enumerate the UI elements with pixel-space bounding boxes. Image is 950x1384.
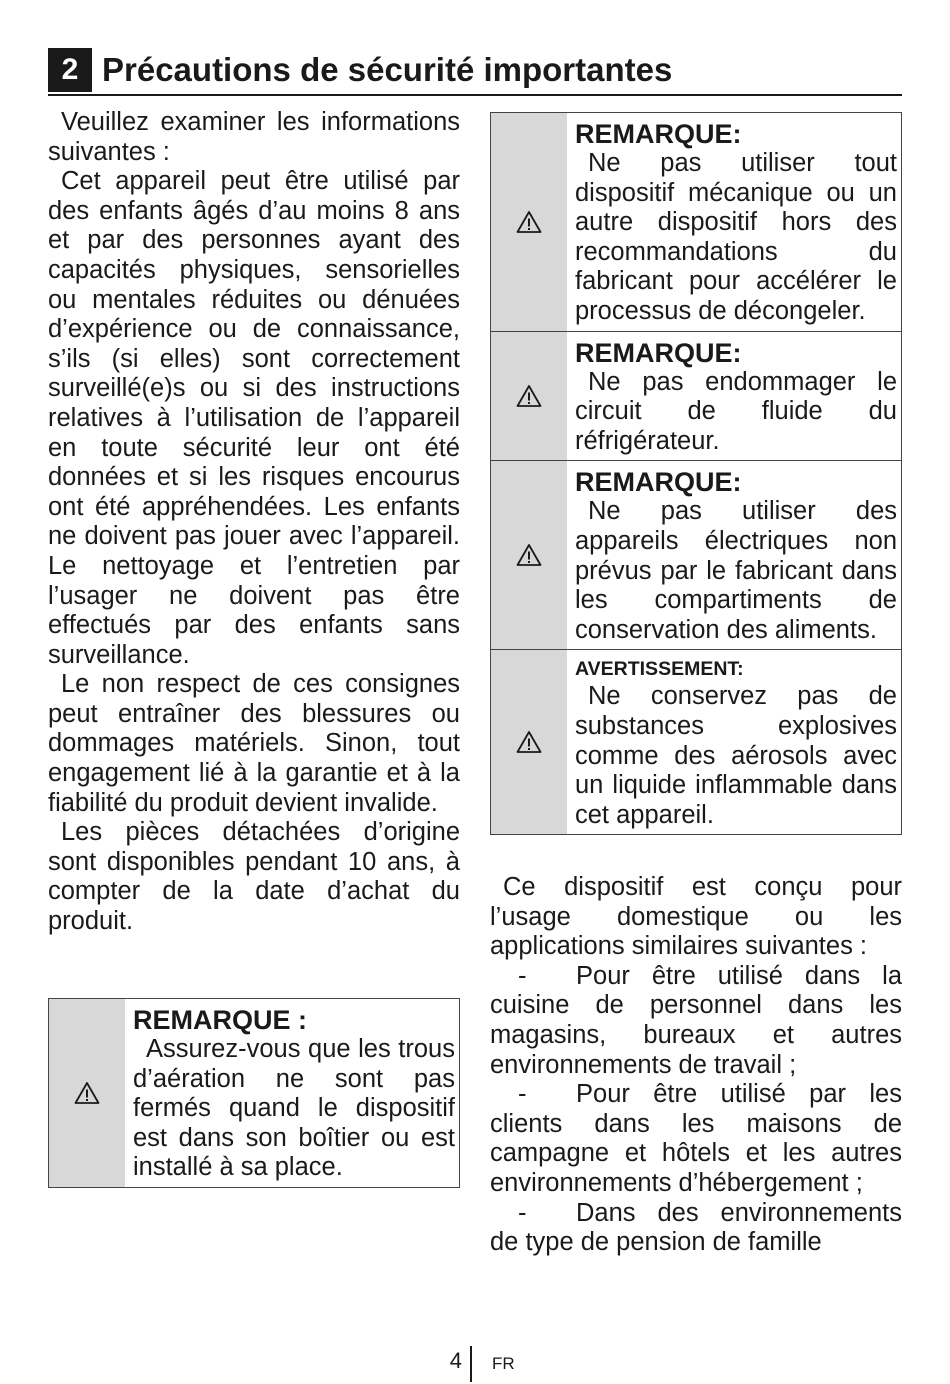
note-content [567, 332, 901, 461]
note-icon-cell [491, 113, 567, 331]
note-label: REMARQUE : [133, 1005, 307, 1035]
paragraph-warranty: Le non respect de ces consignes peut entraîner des blessures ou dommages matériels. Sinon, tout engagement lié à la garantie et à la fiabilité du produit devient invalide. [48, 670, 460, 817]
note-content [567, 113, 901, 331]
note-defrost [491, 113, 901, 332]
warning-triangle-icon [516, 543, 542, 567]
note-text: Ne conservez pas de substances explosives comme des aérosols avec un liquide inflammable dans cet appareil. [575, 682, 897, 829]
list-item-text: Pour être utilisé par les clients dans les maisons de campagne et hôtels et les autres environnements d’hébergement ; [490, 1080, 902, 1197]
left-column [48, 108, 460, 937]
paragraph-children-usage: Cet appareil peut être utilisé par des enfants âgés d’au moins 8 ans et par des personnes ayant des capacités physiques, sensorielles ou mentales réduites ou dénuées d’expérience ou de connaissance, s’ils (si elles) sont correctement surveillé(e)s ou si des instructions relatives à l’utilisation de l’appareil en toute sécurité leur ont été données et si les risques encourus ont été appréhendées. Les enfants ne doivent pas jouer avec l’appareil. Le nettoyage et l’entretien par l’usager ne doivent pas être effectués par des enfants sans surveillance. [48, 167, 460, 669]
page-title: Précautions de sécurité importantes [102, 51, 673, 88]
page-footer [0, 1346, 950, 1382]
list-dash: - [518, 1080, 527, 1109]
warning-triangle-icon [74, 1081, 100, 1105]
list-dash: - [518, 1198, 527, 1227]
note-content [567, 461, 901, 649]
note-label: REMARQUE: [575, 119, 742, 149]
page-number: 4 [449, 1348, 462, 1373]
list-dash: - [518, 961, 527, 990]
note-icon-cell [491, 461, 567, 649]
warning-label: AVERTISSEMENT: [575, 658, 744, 681]
note-icon-cell [491, 650, 567, 834]
list-item-text: Pour être utilisé dans la cuisine de personnel dans les magasins, bureaux et autres environnements de travail ; [490, 961, 902, 1079]
warning-explosives [491, 650, 901, 834]
paragraph-spare-parts: Les pièces détachées d’origine sont disponibles pendant 10 ans, à compter de la date d’achat du produit. [48, 818, 460, 936]
right-notes-box [490, 112, 902, 835]
right-column-text [490, 873, 902, 1258]
list-item [490, 962, 902, 1080]
note-text: Ne pas endommager le circuit de fluide du réfrigérateur. [575, 367, 897, 455]
list-item [490, 1080, 902, 1198]
note-label: REMARQUE: [575, 467, 742, 498]
note-label: REMARQUE: [575, 337, 742, 368]
list-item [490, 1199, 902, 1258]
footer-divider [470, 1346, 472, 1382]
list-item-text: Dans des environnements de type de pension de famille [490, 1198, 902, 1257]
warning-triangle-icon [516, 730, 542, 754]
paragraph-intended-use: Ce dispositif est conçu pour l’usage domestique ou les applications similaires suivantes : [490, 873, 902, 961]
note-icon-cell [49, 999, 125, 1187]
note-content [125, 999, 459, 1187]
paragraph-intro: Veuillez examiner les informations suivantes : [48, 108, 460, 166]
note-electrical-appliances [491, 461, 901, 650]
warning-triangle-icon [516, 384, 542, 408]
note-text: Ne pas utiliser des appareils électriques non prévus par le fabricant dans les compartiments de conservation des aliments. [575, 497, 897, 644]
note-ventilation [48, 998, 460, 1188]
note-content [567, 650, 901, 834]
section-number: 2 [48, 48, 92, 92]
section-header [48, 48, 902, 96]
note-text: Ne pas utiliser tout dispositif mécanique ou un autre dispositif hors des recommandations du fabricant pour accélérer le processus de décongeler. [575, 149, 897, 325]
note-text: Assurez-vous que les trous d’aération ne sont pas fermés quand le dispositif est dans son boîtier ou est installé à sa place. [133, 1035, 455, 1182]
note-icon-cell [491, 332, 567, 461]
note-refrigerant-circuit [491, 332, 901, 462]
warning-triangle-icon [516, 210, 542, 234]
language-code: FR [492, 1354, 515, 1373]
